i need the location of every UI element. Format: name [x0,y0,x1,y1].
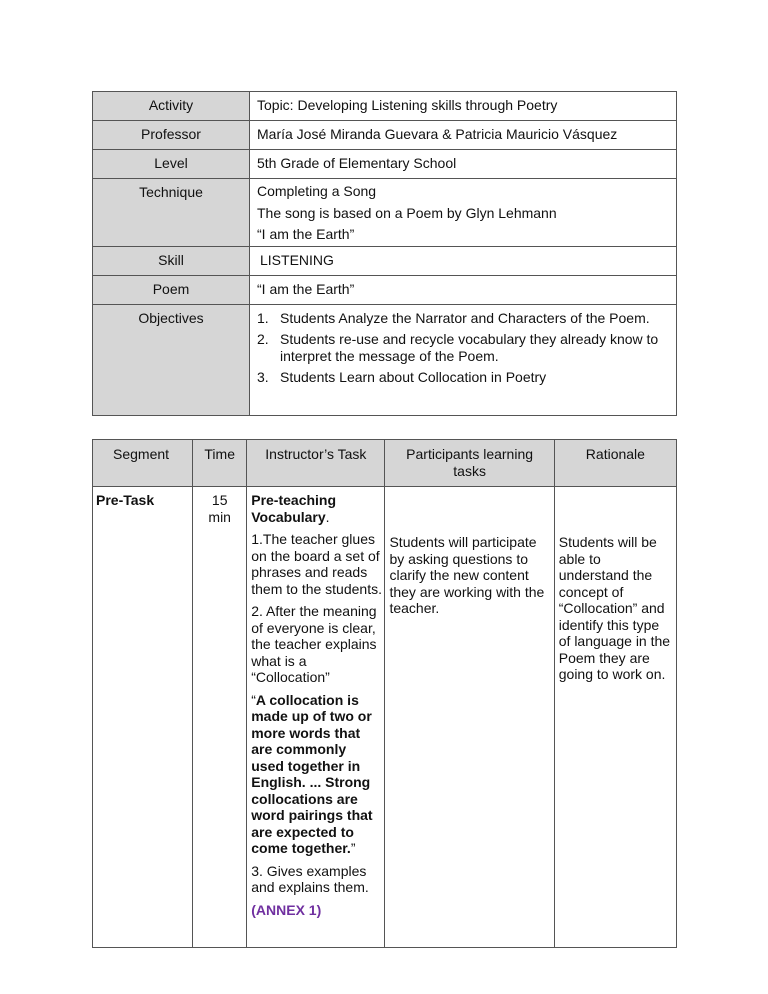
instructor-step-1: 1.The teacher glues on the board a set of phrases and reads them to the students. [251,531,382,597]
time-value: 15 [211,492,228,508]
lesson-info-table [92,91,677,416]
segment-cell: Pre-Task [93,487,193,948]
poem-label: Poem [93,275,250,304]
collocation-definition: “A collocation is made up of two or more words that are commonly used together in English. ... Strong collocations are word pairings that are expected to come together.” [251,691,373,856]
instructor-step-3: 3. Gives examples and explains them. [251,862,369,895]
instructor-title: Pre-teaching Vocabulary. [251,492,337,525]
poem-value: “I am the Earth” [250,275,677,304]
objectives-label: Objectives [93,304,250,415]
rationale-header: Rationale [554,440,676,487]
objectives-list [257,310,676,386]
instructor-task-cell [247,487,385,948]
level-value: 5th Grade of Elementary School [250,150,677,179]
activity-label: Activity [93,92,250,121]
technique-label: Technique [93,179,250,247]
participants-tasks-header: Participants learning tasks [385,440,554,487]
level-label: Level [93,150,250,179]
technique-line: Completing a Song [257,183,377,199]
instructor-step-2: 2. After the meaning of everyone is clear, the teacher explains what is a “Collocation” [251,603,377,685]
rationale-cell: Students will be able to understand the concept of “Collocation” and identify this type of language in the Poem they are going to work on. [554,487,676,948]
technique-row [93,179,677,247]
pre-task-row [93,487,677,948]
objectives-value [250,304,677,415]
skill-row [93,246,677,275]
participants-task-cell: Students will participate by asking questions to clarify the new content they are working with the teacher. [385,487,554,948]
task-header-row [93,440,677,487]
time-unit: min [208,509,231,525]
professor-value: María José Miranda Guevara & Patricia Mauricio Vásquez [250,121,677,150]
activity-row [93,92,677,121]
time-cell [193,487,247,948]
activity-value: Topic: Developing Listening skills through Poetry [250,92,677,121]
level-row [93,150,677,179]
objective-item: 2. Students re-use and recycle vocabulary they already know to interpret the message of the Poem. [257,330,659,364]
technique-line: “I am the Earth” [257,226,355,242]
objectives-row [93,304,677,415]
skill-label: Skill [93,246,250,275]
instructor-task-header: Instructor’s Task [247,440,385,487]
technique-value [250,179,677,247]
time-header: Time [193,440,247,487]
task-sequence-table [92,439,677,948]
professor-row [93,121,677,150]
objective-item: 1. Students Analyze the Narrator and Characters of the Poem. [257,309,650,326]
objective-item: 3. Students Learn about Collocation in Poetry [257,368,547,385]
poem-row [93,275,677,304]
skill-value: LISTENING [250,246,677,275]
annex-reference: (ANNEX 1) [251,901,322,918]
technique-line: The song is based on a Poem by Glyn Lehmann [257,204,557,221]
professor-label: Professor [93,121,250,150]
segment-header: Segment [93,440,193,487]
